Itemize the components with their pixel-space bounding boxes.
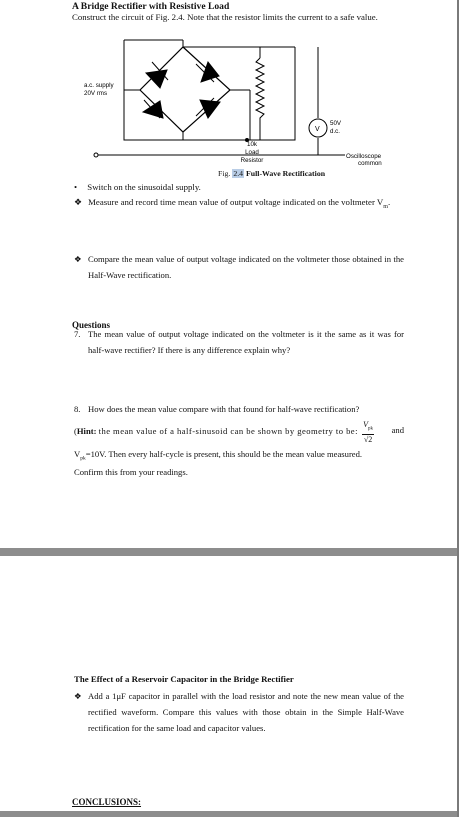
step-text: Measure and record time mean value of output voltage indicated on the voltmeter V: [88, 197, 384, 207]
page-2: [0, 556, 459, 811]
question-8: [74, 401, 404, 417]
question-number: 8.: [74, 404, 81, 414]
page-separator-bottom: [0, 811, 459, 817]
meter-label-1: 50V: [330, 120, 342, 127]
bullet-icon: •: [74, 182, 78, 192]
step-text: Switch on the sinusoidal supply.: [87, 182, 201, 192]
reservoir-step: [74, 688, 404, 736]
hint-line-2-text: =10V. Then every half-cycle is present, this should be the mean value measured.: [85, 449, 363, 459]
supply-label-2: 20V rms: [84, 90, 108, 97]
vpk-subscript: pk: [80, 455, 86, 462]
question-number: 7.: [74, 329, 81, 339]
intro-text: Construct the circuit of Fig. 2.4. Note that the resistor limits the current to a safe value.: [72, 12, 378, 22]
hint-and: and: [391, 425, 404, 435]
voltmeter-icon: V: [315, 126, 320, 133]
reservoir-text: Add a 1μF capacitor in parallel with the load resistor and note the new mean value of the rectified waveform. Compare this values with those obtain in the Simple Half-Wave rectification for the same load and capacitor values.: [88, 691, 404, 733]
figure-number: 2.4: [233, 169, 244, 178]
diamond-bullet-icon: ❖: [74, 197, 82, 207]
step-text: Compare the mean value of output voltage indicated on the voltmeter those obtained in the Half-Wave rectification.: [88, 254, 404, 280]
question-7: [74, 326, 404, 358]
fraction-numerator: V: [363, 420, 368, 429]
figure-prefix: Fig.: [218, 169, 231, 178]
section-title-2: The Effect of a Reservoir Capacitor in the Bridge Rectifier: [74, 674, 294, 684]
bridge-rectifier-circuit-diagram: [60, 32, 430, 172]
diamond-bullet-icon: ❖: [74, 254, 82, 264]
diamond-bullet-icon: ❖: [74, 691, 82, 701]
hint-line-2: [74, 449, 362, 465]
figure-caption: [218, 168, 325, 179]
page-separator: [0, 548, 459, 556]
hint-label: Hint:: [76, 425, 97, 436]
questions-heading: Questions: [72, 320, 111, 330]
conclusions-heading: CONCLUSIONS:: [72, 797, 142, 807]
supply-label-1: a.c. supply: [84, 82, 114, 89]
vpk-symbol: V: [74, 449, 81, 459]
resistor-label-3: Resistor: [240, 157, 264, 164]
hint-text: the mean value of a half-sinusoid can be shown by geometry to be:: [98, 425, 358, 436]
scope-label-1: Oscilloscope: [346, 153, 382, 160]
scope-label-2: common: [358, 160, 382, 167]
meter-label-2: d.c.: [330, 128, 340, 135]
subscript: m: [383, 203, 388, 210]
step-switch-on: [74, 182, 201, 193]
section-title: A Bridge Rectifier with Resistive Load: [72, 1, 230, 12]
fraction-subscript: pk: [367, 426, 373, 432]
hint-line-1: (Hint: the mean value of a half-sinusoid can be shown by geometry to be: $\frac{V_{pk}}{√2}$ and: [74, 420, 404, 444]
hint-fraction: [362, 420, 374, 444]
hint-line-3: Confirm this from your readings.: [74, 467, 188, 477]
question-text: The mean value of output voltage indicated on the voltmeter is it the same as it was for half-wave rectifier? If there is any difference explain why?: [88, 329, 404, 355]
step-compare: [74, 251, 404, 283]
fraction-denominator: √2: [363, 434, 373, 444]
resistor-value: 10k: [247, 141, 257, 148]
figure-caption-text: Full-Wave Rectification: [246, 169, 326, 178]
question-text: How does the mean value compare with that found for half-wave rectification?: [88, 404, 360, 414]
resistor-label-2: Load: [245, 149, 259, 156]
step-measure: ❖ Measure and record time mean value of output voltage indicated on the voltmeter $V_m$.: [74, 197, 391, 210]
